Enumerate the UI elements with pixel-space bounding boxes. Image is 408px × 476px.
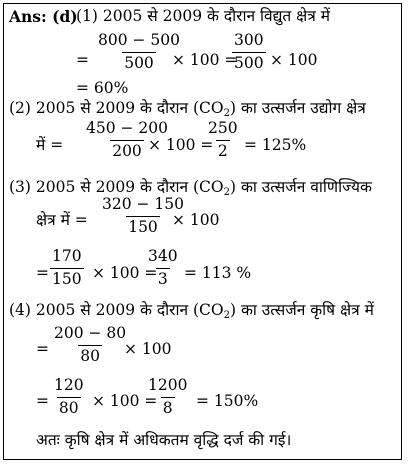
p3-fraction-1: $\frac{320 - 150}{150}$ [102, 195, 185, 236]
p4-fraction-3: $\frac{1200}{8}$ [148, 376, 188, 417]
p3-fraction-3: $\frac{340}{3}$ [148, 247, 178, 288]
p3-times-2: × 100 = [92, 264, 158, 282]
p3-result: = 113 % [184, 264, 252, 282]
p1-times-1: × 100 = [172, 51, 238, 69]
p2-fraction-2: $\frac{250}{2}$ [208, 119, 238, 160]
p2-result: = 125% [244, 136, 307, 154]
p4-heading: (4) 2005 से 2009 के दौरान $(CO_2)$ का उत्सर्जन कृषि क्षेत्र में [9, 301, 374, 321]
p4-fraction-2: $\frac{120}{80}$ [54, 376, 84, 417]
p4-equals-2: = [36, 392, 49, 410]
p1-equals: = [76, 51, 89, 69]
p4-conclusion: अतः कृषि क्षेत्र में अधिकतम वृद्धि दर्ज की गई। [36, 431, 292, 449]
p1-fraction-2: $\frac{300}{500}$ [234, 31, 264, 72]
p2-times-1: × 100 = [148, 136, 214, 154]
p2-lead: में = [36, 136, 64, 154]
p2-heading: (2) 2005 से 2009 के दौरान $(CO_2)$ का उत्सर्जन उद्योग क्षेत्र [9, 99, 366, 119]
p3-lead: क्षेत्र में = [36, 211, 88, 229]
p1-result: = 60% [76, 79, 129, 97]
p2-fraction-1: $\frac{450 - 200}{200}$ [86, 119, 169, 160]
p4-equals-1: = [36, 340, 49, 358]
p3-fraction-2: $\frac{170}{150}$ [52, 247, 82, 288]
p1-fraction-1: $\frac{800 - 500}{500}$ [98, 31, 181, 72]
p3-times-1: × 100 [172, 211, 220, 229]
p4-fraction-1: $\frac{200 - 80}{80}$ [54, 324, 127, 365]
p4-result: = 150% [196, 392, 259, 410]
p3-equals: = [36, 264, 49, 282]
p1-heading: (1) 2005 से 2009 के दौरान विद्युत क्षेत्र में [76, 7, 331, 25]
p1-times-2: × 100 [270, 51, 318, 69]
p3-heading: (3) 2005 से 2009 के दौरान $(CO_2)$ का उत्सर्जन वाणिज्यिक [9, 178, 372, 198]
answer-label: Ans: (d) [9, 7, 78, 26]
p4-times-1: × 100 [124, 340, 172, 358]
p4-times-2: × 100 = [92, 392, 158, 410]
